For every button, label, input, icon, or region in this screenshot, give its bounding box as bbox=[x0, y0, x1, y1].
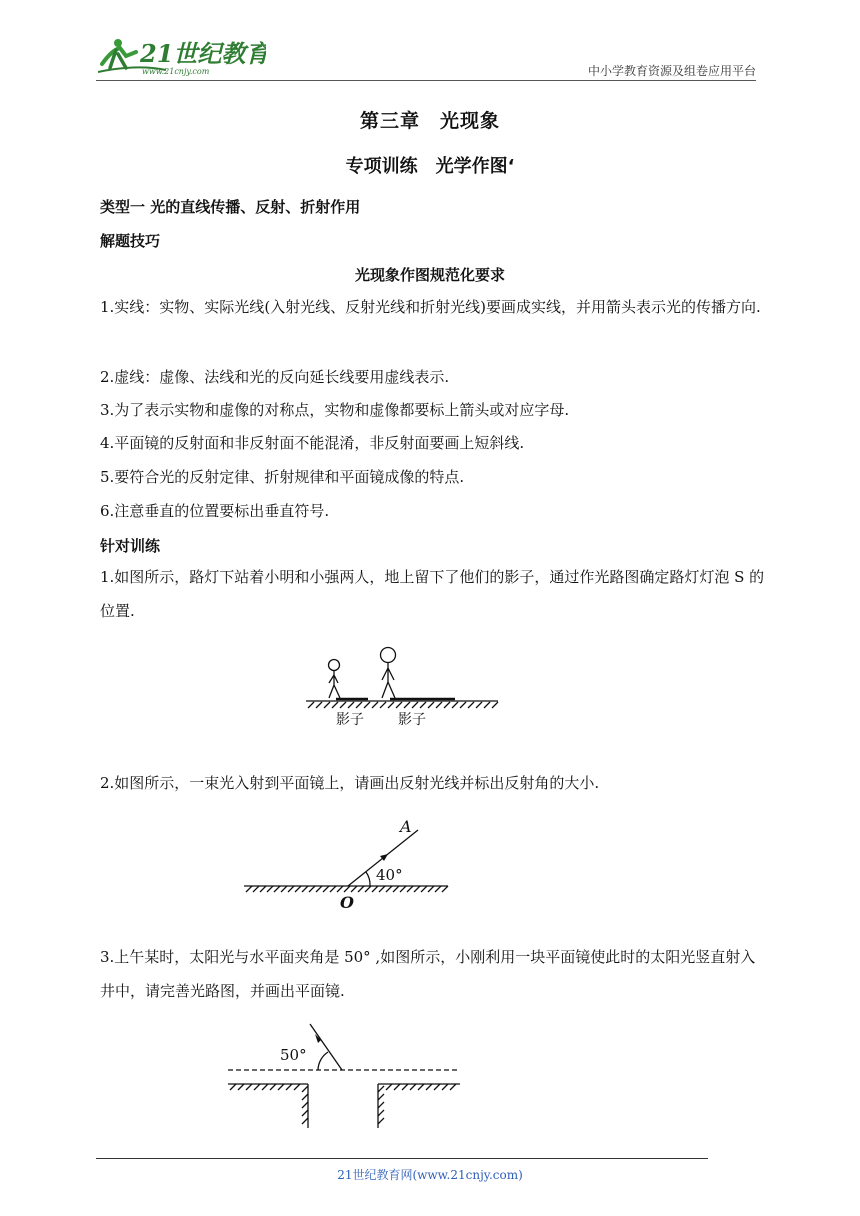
type1-heading: 类型一 光的直线传播、反射、折射作用 bbox=[100, 198, 361, 216]
practice-heading: 针对训练 bbox=[100, 537, 161, 555]
footer-site[interactable]: 21世纪教育网(www.21cnjy.com) bbox=[337, 1168, 523, 1182]
angle-50: 50° bbox=[280, 1046, 307, 1064]
logo-text: 21世纪教育 bbox=[140, 39, 266, 68]
shadow-label-1: 影子 bbox=[336, 712, 364, 728]
tips-heading: 解题技巧 bbox=[100, 232, 161, 250]
figure-2-plane-mirror bbox=[238, 812, 453, 912]
angle-arc bbox=[366, 872, 370, 886]
question-2-text: 2.如图所示，一束光入射到平面镜上，请画出反射光线并标出反射角的大小. bbox=[100, 774, 600, 792]
figure-3-well bbox=[218, 1018, 468, 1130]
header-divider bbox=[96, 80, 756, 81]
shadow-label-2: 影子 bbox=[398, 712, 426, 728]
rule-2: 2.虚线：虚像、法线和光的反向延长线要用虚线表示. bbox=[100, 368, 450, 386]
header-platform-text: 中小学教育资源及组卷应用平台 bbox=[587, 64, 756, 78]
rule-4: 4.平面镜的反射面和非反射面不能混淆，非反射面要画上短斜线. bbox=[100, 434, 525, 452]
rule-6: 6.注意垂直的位置要标出垂直符号. bbox=[100, 502, 330, 520]
site-logo bbox=[96, 34, 266, 78]
figure-1-street-lamp bbox=[300, 640, 505, 732]
person-xiaoqiang-head bbox=[381, 648, 396, 663]
section-subtitle: 专项训练 光学作图‘ bbox=[345, 156, 515, 177]
logo-url: www.21cnjy.com bbox=[142, 67, 210, 76]
chapter-title: 第三章 光现象 bbox=[359, 110, 500, 132]
rules-heading: 光现象作图规范化要求 bbox=[354, 266, 505, 284]
question-3-text: 3.上午某时，太阳光与水平面夹角是 50° ,如图所示，小刚利用一块平面镜使此时的太阳光竖直射入井中，请完善光路图，并画出平面镜. bbox=[100, 948, 756, 1000]
question-1-text: 1.如图所示，路灯下站着小明和小强两人，地上留下了他们的影子，通过作光路图确定路灯灯泡 S 的位置. bbox=[100, 568, 765, 620]
label-o: O bbox=[340, 893, 354, 912]
angle-40: 40° bbox=[376, 866, 403, 884]
rule-5: 5.要符合光的反射定律、折射规律和平面镜成像的特点. bbox=[100, 468, 465, 486]
angle-arc-50 bbox=[318, 1052, 328, 1070]
rule-1: 1.实线：实物、实际光线(入射光线、反射光线和折射光线)要画成实线，并用箭头表示光的传播方向. bbox=[100, 298, 761, 316]
sunlight-ray bbox=[310, 1024, 342, 1070]
rule-3: 3.为了表示实物和虚像的对称点，实物和虚像都要标上箭头或对应字母. bbox=[100, 401, 570, 419]
footer-divider bbox=[96, 1158, 708, 1159]
person-xiaoming-head bbox=[329, 660, 340, 671]
label-a: A bbox=[400, 817, 412, 836]
